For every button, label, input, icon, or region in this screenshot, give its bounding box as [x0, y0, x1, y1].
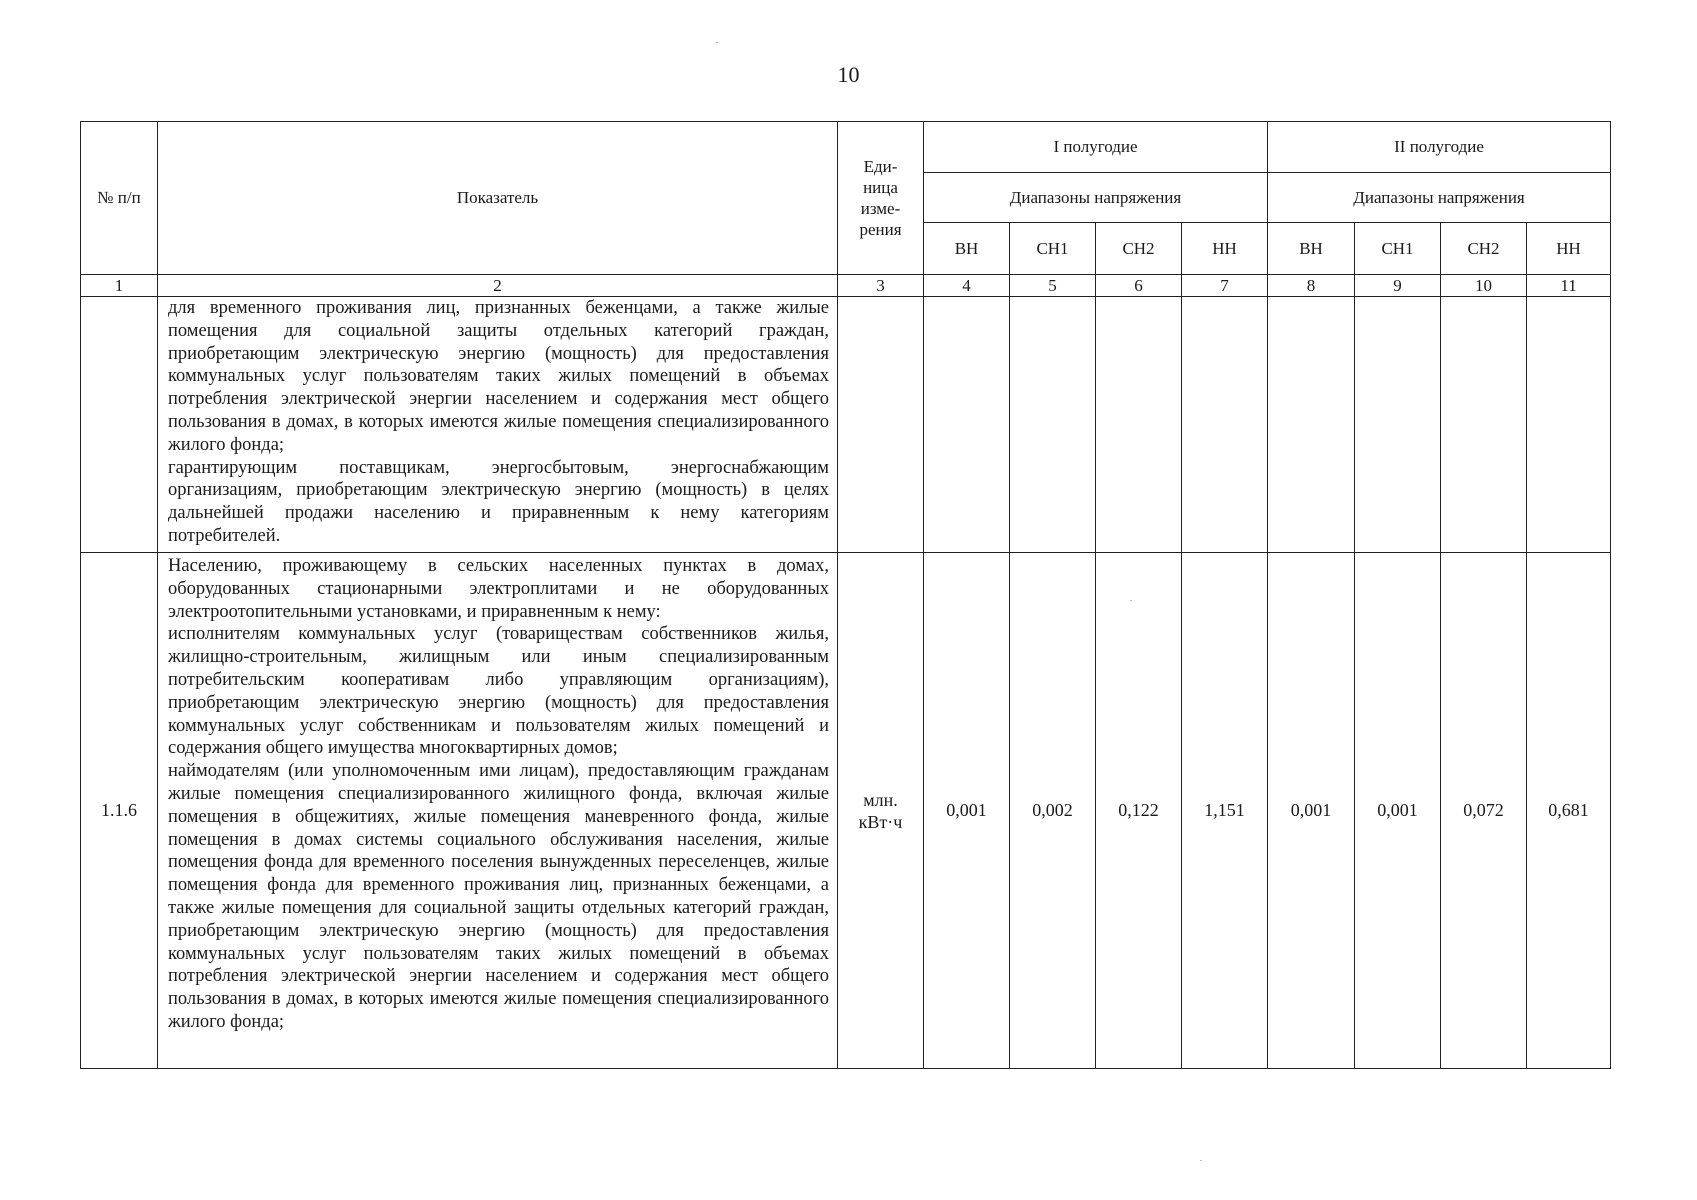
scan-speck [1200, 1160, 1202, 1161]
value-cell: 0,681 [1527, 553, 1611, 1069]
column-number: 8 [1268, 275, 1355, 297]
column-number: 10 [1441, 275, 1527, 297]
column-number: 1 [81, 275, 158, 297]
value-cell [1096, 297, 1182, 553]
header-level-vn-2: ВН [1268, 223, 1355, 275]
header-level-vn-1: ВН [924, 223, 1010, 275]
row-number [81, 297, 158, 553]
table-row [81, 297, 1611, 553]
value-cell [1355, 297, 1441, 553]
value-cell: 1,151 [1182, 553, 1268, 1069]
header-unit: Еди- ница изме- рения [838, 122, 924, 275]
row-unit [838, 297, 924, 553]
header-level-sn1-1: СН1 [1010, 223, 1096, 275]
header-half-2: II полугодие [1268, 122, 1611, 173]
row-unit: млн. кВт·ч [838, 553, 924, 1069]
header-voltage-ranges-1: Диапазоны напряжения [924, 173, 1268, 223]
column-number: 7 [1182, 275, 1268, 297]
header-number: № п/п [81, 122, 158, 275]
value-cell [1527, 297, 1611, 553]
column-number: 2 [158, 275, 838, 297]
value-cell: 0,001 [924, 553, 1010, 1069]
value-cell: 0,002 [1010, 553, 1096, 1069]
header-indicator: Показатель [158, 122, 838, 275]
row-indicator-text: Населению, проживающему в сельских населенных пунктах в домах, оборудованных стационарными электроплитами и не оборудованных электроотопительными установками, и приравненным к нему: исполнителям коммунальных услуг (товариществам собственников жилья, жилищно-строительным, жилищным или иным специализированным потребительским кооперативам либо управляющим организациям), приобретающим электрическую энергию (мощность) для предоставления коммунальных услуг собственникам и пользователям жилых помещений и содержания общего имущества многоквартирных домов; наймодателям (или уполномоченным ими лицам), предоставляющим гражданам жилые помещения специализированного жилищного фонда, включая жилые помещения в общежитиях, жилые помещения маневренного фонда, жилые помещения в домах системы социального обслуживания населения, жилые помещения фонда для временного поселения вынужденных переселенцев, жилые помещения фонда для временного проживания лиц, признанных беженцами, а также жилые помещения для социальной защиты отдельных категорий граждан, приобретающим электрическую энергию (мощность) для предоставления коммунальных услуг пользователям таких жилых помещений в объемах потребления электрической энергии населением и содержания мест общего пользования в домах, в которых имеются жилые помещения специализированного жилого фонда; [158, 553, 838, 1069]
value-cell: 0,001 [1268, 553, 1355, 1069]
value-cell [1182, 297, 1268, 553]
value-cell [1441, 297, 1527, 553]
row-indicator-text: для временного проживания лиц, признанных беженцами, а также жилые помещения для социальной защиты отдельных категорий граждан, приобретающим электрическую энергию (мощность) для предоставления коммунальных услуг пользователям таких жилых помещений в объемах потребления электрической энергии населением и содержания мест общего пользования в домах, в которых имеются жилые помещения специализированного жилого фонда; гарантирующим поставщикам, энергосбытовым, энергоснабжающим организациям, приобретающим электрическую энергию (мощность) в целях дальнейшей продажи населению и приравненным к нему категориям потребителей. [158, 297, 838, 553]
scan-speck [716, 42, 718, 43]
column-number: 6 [1096, 275, 1182, 297]
column-number: 5 [1010, 275, 1096, 297]
value-cell: 0,001 [1355, 553, 1441, 1069]
column-number: 3 [838, 275, 924, 297]
header-level-sn2-1: СН2 [1096, 223, 1182, 275]
value-cell [924, 297, 1010, 553]
tariff-table [80, 121, 1611, 1069]
column-number: 9 [1355, 275, 1441, 297]
row-number: 1.1.6 [81, 553, 158, 1069]
header-voltage-ranges-2: Диапазоны напряжения [1268, 173, 1611, 223]
column-number: 11 [1527, 275, 1611, 297]
value-cell: 0,122 [1096, 553, 1182, 1069]
header-level-nn-1: НН [1182, 223, 1268, 275]
value-cell: 0,072 [1441, 553, 1527, 1069]
page-number: 10 [837, 62, 860, 87]
column-numbers-row [81, 275, 1611, 297]
header-level-sn2-2: СН2 [1441, 223, 1527, 275]
header-half-1: I полугодие [924, 122, 1268, 173]
table-row [81, 553, 1611, 1069]
value-cell [1268, 297, 1355, 553]
value-cell [1010, 297, 1096, 553]
header-level-nn-2: НН [1527, 223, 1611, 275]
column-number: 4 [924, 275, 1010, 297]
header-level-sn1-2: СН1 [1355, 223, 1441, 275]
scan-speck [1130, 600, 1132, 601]
